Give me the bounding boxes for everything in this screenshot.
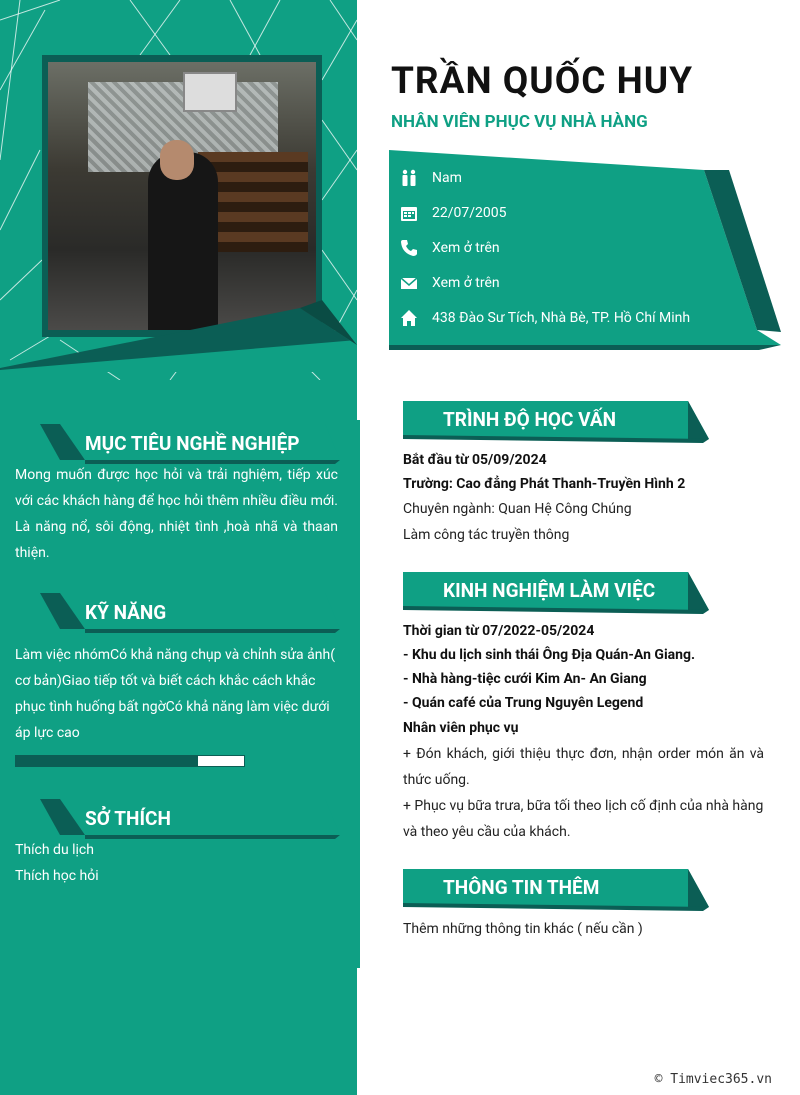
job-title: NHÂN VIÊN PHỤC VỤ NHÀ HÀNG [391,112,648,132]
experience-period: Thời gian từ 07/2022-05/2024 [403,623,595,639]
experience-duty: + Phục vụ bữa trưa, bữa tối theo lịch cố định của nhà hàng và theo yêu cầu của khách. [403,798,764,840]
education-major: Chuyên ngành: Quan Hệ Công Chúng [403,501,632,517]
contact-address [400,305,690,331]
profile-photo [48,62,316,330]
contact-birthday [400,200,507,226]
footer-credit: © Timviec365.vn [654,1072,772,1087]
gender-value: Nam [432,170,462,186]
left-sidebar-edge [357,420,360,968]
skill-level-fill [16,756,198,766]
skills-text: Làm việc nhómCó khả năng chụp và chỉnh sửa ảnh( cơ bản)Giao tiếp tốt và biết cách khắc cách khắc phục tình huống bất ngờCó khả năng làm việc dưới áp lực cao [15,647,335,741]
calendar-icon [400,204,418,222]
address-value: 438 Đào Sư Tích, Nhà Bè, TP. Hồ Chí Minh [432,310,691,326]
objective-text: Mong muốn được học hỏi và trải nghiệm, tiếp xúc với các khách hàng để học hỏi thêm nhiều điều mới. Là năng nổ, sôi động, nhiệt tình ,hoà nhã và thaan thiện. [15,467,338,561]
full-name: TRẦN QUỐC HUY [391,60,694,103]
phone-value: Xem ở trên [432,240,500,256]
objective-heading [40,424,340,464]
contact-gender [400,165,462,191]
mail-icon [400,274,418,292]
experience-duty: + Đón khách, giới thiệu thực đơn, nhận order món ăn và thức uống. [403,746,764,788]
education-note: Làm công tác truyền thông [403,527,570,543]
experience-place: - Khu du lịch sinh thái Ông Địa Quán-An Giang. [403,647,696,663]
experience-title: KINH NGHIỆM LÀM VIỆC [443,579,656,602]
experience-heading [403,572,713,614]
hobbies-title: SỞ THÍCH [85,807,171,830]
extra-text: Thêm những thông tin khác ( nếu cần ) [403,921,643,937]
hobby-item: Thích học hỏi [15,868,99,884]
birthday-value: 22/07/2005 [432,205,507,221]
hobby-item: Thích du lịch [15,842,94,858]
education-start: Bắt đầu từ 05/09/2024 [403,452,547,468]
phone-icon [400,239,418,257]
experience-position: Nhân viên phục vụ [403,720,519,736]
skills-heading [40,593,340,633]
contact-email [400,270,500,296]
home-icon [400,309,418,327]
hobbies-heading [40,799,340,839]
education-school: Trường: Cao đẳng Phát Thanh-Truyền Hình 2 [403,476,686,492]
experience-place: - Nhà hàng-tiệc cưới Kim An- An Giang [403,671,647,687]
education-heading [403,401,713,443]
objective-title: MỤC TIÊU NGHỀ NGHIỆP [85,432,300,455]
email-value: Xem ở trên [432,275,500,291]
education-title: TRÌNH ĐỘ HỌC VẤN [443,408,617,431]
extra-title: THÔNG TIN THÊM [443,876,600,899]
skills-title: KỸ NĂNG [85,601,167,624]
gender-icon [400,169,418,187]
contact-phone [400,235,500,261]
skill-level-bar [15,755,245,767]
experience-place: - Quán café của Trung Nguyên Legend [403,695,644,711]
photo-ribbon [0,300,357,390]
extra-heading [403,869,713,911]
